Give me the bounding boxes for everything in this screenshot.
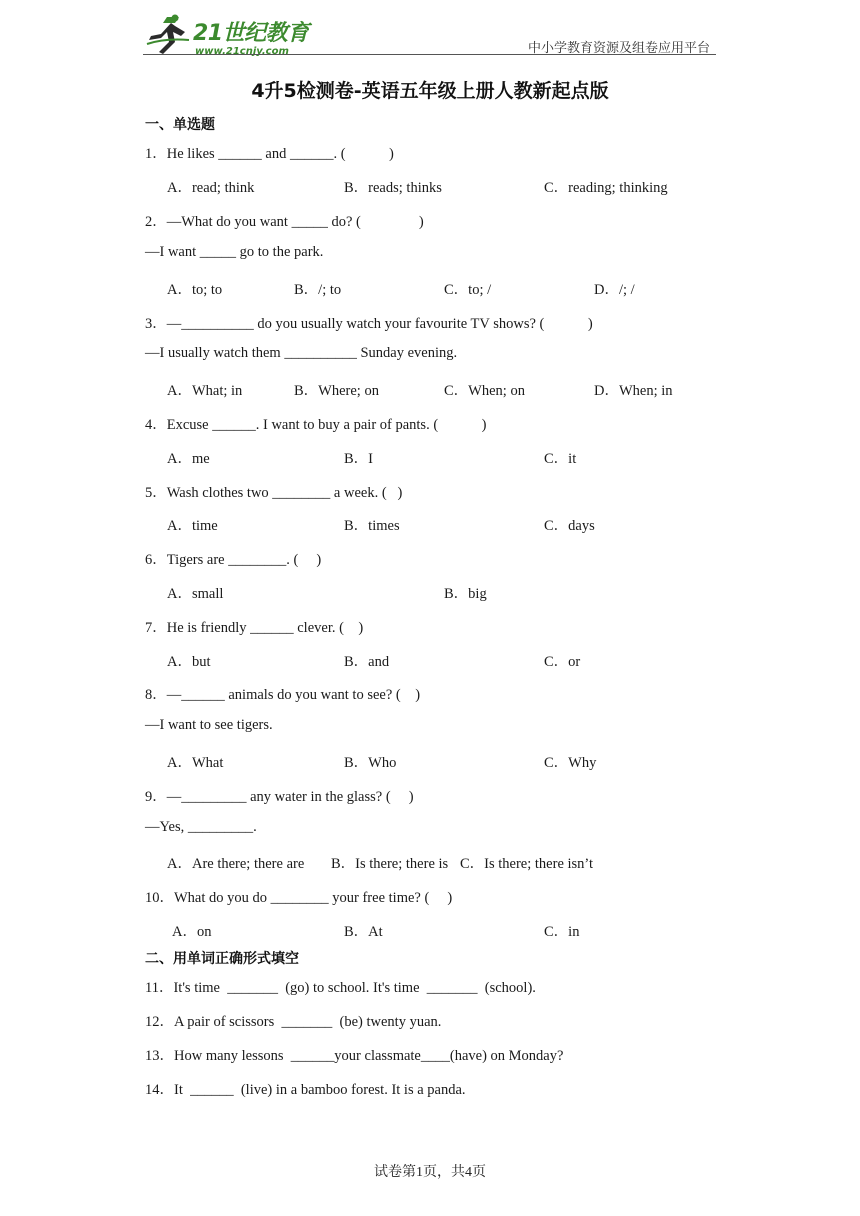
question-3-option-b: B．Where; on — [294, 383, 379, 399]
question-10-option-c: C．in — [544, 924, 580, 940]
question-9-stem: 9．—_________ any water in the glass? ( ) — [145, 789, 414, 805]
question-9-option-a: A．Are there; there are — [167, 856, 305, 872]
question-8-stem: 8．—______ animals do you want to see? ( ) — [145, 687, 421, 703]
page-title: 4升5检测卷-英语五年级上册人教新起点版 — [251, 80, 609, 102]
question-4-option-b: B．I — [344, 451, 373, 467]
question-8-option-b: B．Who — [344, 755, 397, 771]
question-2-response: —I want _____ go to the park. — [145, 244, 324, 260]
question-3-option-a: A．What; in — [167, 383, 243, 399]
question-8-option-a: A．What — [167, 755, 224, 771]
question-9-option-b: B．Is there; there is — [331, 856, 449, 872]
question-3-response: —I usually watch them __________ Sunday evening. — [145, 345, 458, 361]
question-5-option-b: B．times — [344, 518, 400, 534]
question-6-stem: 6．Tigers are ________. ( ) — [145, 552, 322, 568]
logo-text: 21世纪教育 — [193, 21, 309, 46]
section-heading-2: 二、用单词正确形式填空 — [145, 951, 299, 967]
question-6-option-b: B．big — [444, 586, 487, 602]
question-5-stem: 5．Wash clothes two ________ a week. ( ) — [145, 485, 403, 501]
question-1-option-a: A．read; think — [167, 180, 255, 196]
question-2-option-d: D．/; / — [594, 282, 635, 298]
question-10-stem: 10．What do you do ________ your free time? ( ) — [145, 890, 453, 906]
question-5-option-a: A．time — [167, 518, 218, 534]
page-footer: 试卷第1页，共4页 — [374, 1165, 486, 1180]
question-7-stem: 7．He is friendly ______ clever. ( ) — [145, 620, 364, 636]
platform-label: 中小学教育资源及组卷应用平台 — [527, 41, 710, 56]
question-7-option-c: C．or — [544, 654, 581, 670]
question-9-response: —Yes, _________. — [145, 819, 257, 835]
question-8-response: —I want to see tigers. — [145, 717, 273, 733]
question-12-stem: 12．A pair of scissors _______ (be) twenty yuan. — [145, 1014, 442, 1030]
question-1-stem: 1．He likes ______ and ______. ( ) — [145, 146, 394, 162]
question-2-option-b: B．/; to — [294, 282, 342, 298]
question-8-option-c: C．Why — [544, 755, 597, 771]
question-2-stem: 2．—What do you want _____ do? ( ) — [145, 214, 424, 230]
question-3-option-d: D．When; in — [594, 383, 673, 399]
question-4-stem: 4．Excuse ______. I want to buy a pair of pants. ( ) — [145, 417, 487, 433]
question-2-option-c: C．to; / — [444, 282, 492, 298]
section-heading-1: 一、单选题 — [145, 117, 215, 133]
question-9-option-c: C．Is there; there isn’t — [460, 856, 594, 872]
question-3-stem: 3．—__________ do you usually watch your favourite TV shows? ( ) — [145, 316, 593, 332]
question-3-option-c: C．When; on — [444, 383, 525, 399]
question-7-option-b: B．and — [344, 654, 390, 670]
question-4-option-c: C．it — [544, 451, 577, 467]
question-2-option-a: A．to; to — [167, 282, 223, 298]
question-14-stem: 14．It ______ (live) in a bamboo forest. It is a panda. — [145, 1082, 466, 1098]
question-11-stem: 11．It's time _______ (go) to school. It's time _______ (school). — [145, 980, 536, 996]
question-6-option-a: A．small — [167, 586, 224, 602]
logo — [145, 14, 315, 58]
header-divider — [143, 54, 716, 55]
question-13-stem: 13．How many lessons ______your classmate____(have) on Monday? — [145, 1048, 564, 1064]
question-1-option-c: C．reading; thinking — [544, 180, 668, 196]
question-10-option-a: A．on — [172, 924, 212, 940]
question-7-option-a: A．but — [167, 654, 211, 670]
question-1-option-b: B．reads; thinks — [344, 180, 442, 196]
question-5-option-c: C．days — [544, 518, 595, 534]
question-10-option-b: B．At — [344, 924, 383, 940]
question-4-option-a: A．me — [167, 451, 210, 467]
runner-logo-icon — [145, 14, 191, 56]
logo-url: www.21cnjy.com — [195, 46, 289, 57]
